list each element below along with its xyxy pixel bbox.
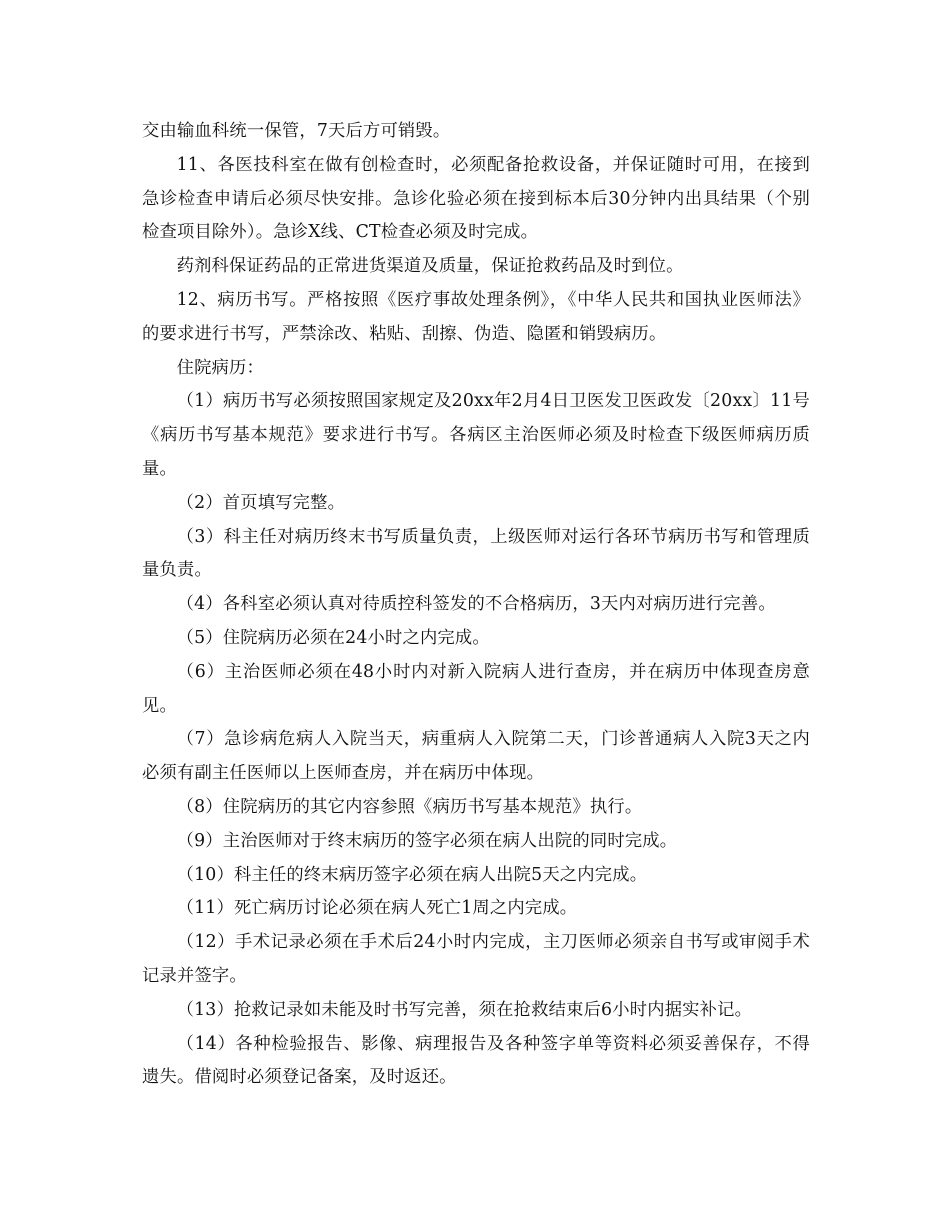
- list-item: （4）各科室必须认真对待质控科签发的不合格病历，3天内对病历进行完善。: [176, 594, 776, 615]
- list-item: （8）住院病历的其它内容参照《病历书写基本规范》执行。: [176, 796, 643, 817]
- list-item: （11）死亡病历讨论必须在病人死亡1周之内完成。: [176, 898, 578, 919]
- list-item: （9）主治医师对于终末病历的签字必须在病人出院的同时完成。: [176, 830, 678, 851]
- document-body: [142, 115, 810, 1095]
- list-item: （3）科主任对病历终末书写质量负责，上级医师对运行各环节病历书写和管理质量负责。: [142, 526, 810, 581]
- section-heading: 住院病历：: [176, 357, 265, 378]
- list-item: （1）病历书写必须按照国家规定及20xx年2月4日卫医发卫医政发〔20xx〕11号《病历书写基本规范》要求进行书写。各病区主治医师必须及时检查下级医师病历质量。: [142, 391, 810, 479]
- paragraph: 11、各医技科室在做有创检查时，必须配备抢救设备，并保证随时可用，在接到急诊检查申请后必须尽快安排。急诊化验必须在接到标本后30分钟内出具结果（个别检查项目除外）。急诊X线、CT检查必须及时完成。: [142, 154, 810, 243]
- paragraph: 12、病历书写。严格按照《医疗事故处理条例》，《中华人民共和国执业医师法》的要求进行书写，严禁涂改、粘贴、刮擦、伪造、隐匿和销毁病历。: [142, 289, 810, 344]
- list-item: （5）住院病历必须在24小时之内完成。: [176, 627, 490, 648]
- list-item: （10）科主任的终末病历签字必须在病人出院5天之内完成。: [176, 864, 648, 885]
- list-item: （2）首页填写完整。: [176, 492, 346, 513]
- list-item: （13）抢救记录如未能及时书写完善，须在抢救结束后6小时内据实补记。: [176, 999, 753, 1020]
- paragraph: 交由输血科统一保管，7天后方可销毁。: [142, 121, 451, 141]
- list-item: （14）各种检验报告、影像、病理报告及各种签字单等资料必须妥善保存，不得遗失。借阅时必须登记备案，及时返还。: [142, 1033, 810, 1088]
- list-item: （12）手术记录必须在手术后24小时内完成，主刀医师必须亲自书写或审阅手术记录并签字。: [142, 932, 810, 986]
- list-item: （7）急诊病危病人入院当天，病重病人入院第二天，门诊普通病人入院3天之内必须有副主任医师以上医师查房，并在病历中体现。: [142, 729, 810, 784]
- list-item: （6）主治医师必须在48小时内对新入院病人进行查房，并在病历中体现查房意见。: [142, 661, 810, 716]
- paragraph: 药剂科保证药品的正常进货渠道及质量，保证抢救药品及时到位。: [176, 256, 684, 277]
